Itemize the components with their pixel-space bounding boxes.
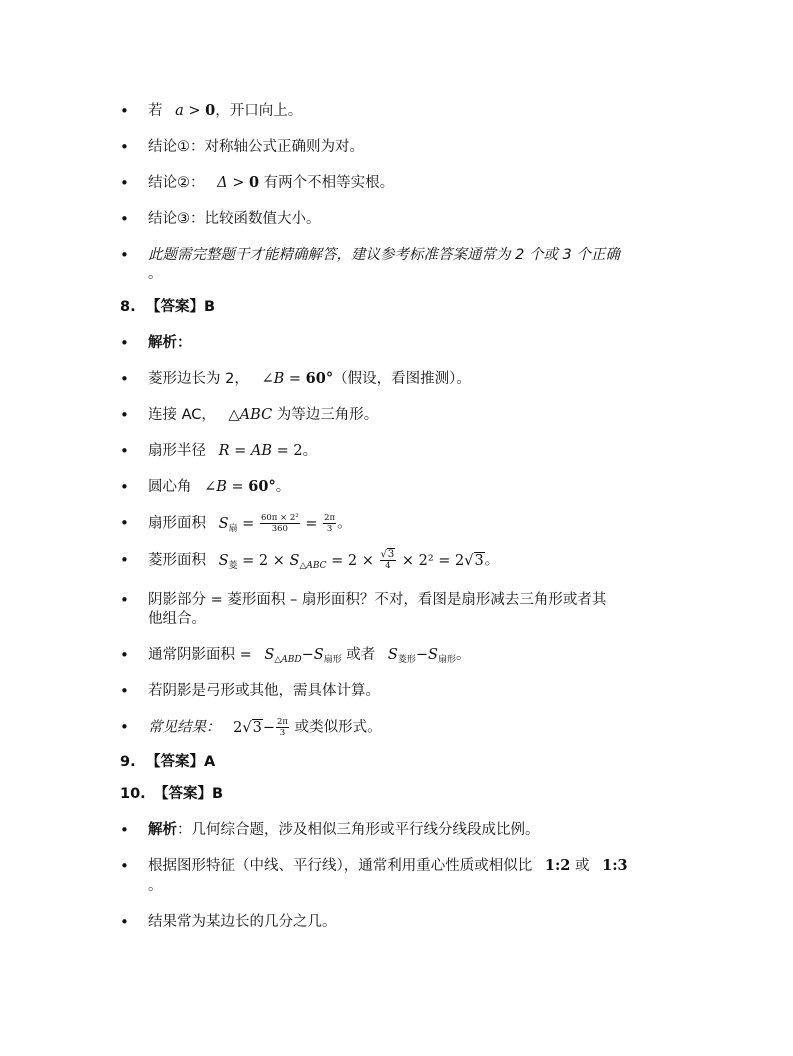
italic-note: 此题需完整题干才能精确解答，建议参考标准答案通常为 2 个或 3 个正确 <box>148 247 620 263</box>
bullet: • <box>120 913 129 931</box>
math-a-gt-0: a > 0 <box>175 102 216 119</box>
math-delta-gt-0: Δ > 0 <box>217 174 260 191</box>
bullet: • <box>120 857 129 875</box>
bullet: • <box>120 591 129 609</box>
math-radius: R = AB = 2 <box>218 443 303 459</box>
document-page: • 若 a > 0，开口向上。 • 结论①：对称轴公式正确则为对。 • 结论②： Δ > 0 有两个不相等实根。 • 结论③：比较函数值大小。 • 此题需完整题干才能精确解答，建议参考标准答案通常为 2 个或 3 个正确 。 8. 【答案】B • 解析： • 菱形边长为 2， ∠B = 60°（假设，看图推测）。 • 连接 AC， △ABC 为等边三角形。 • 扇形半径 R = AB = 2。 • 圆心角 ∠B = 60°。 • 扇形面积 $S_扇$ = $\frac{\text{60π × 2²}}{360}$ = $\frac{2\pi}{3}$ 。 • 菱形面积 $S_菱 = 2 \times S_{\triangle ABC} = 2$ × $\frac{√3}{4}$ × 2² = 2√3。 • 阴影部分 = 菱形面积 – 扇形面积？不对，看图是扇形减去三角形或者其 他组合。 • 通常阴影面积 = $S_{\triangle ABD}-S_{扇形}$ 或者 $S_{菱形}-S_{扇形}$。 • 若阴影是弓形或其他，需具体计算。 • 常见结果： 2√3− $\frac{2\pi}{3}$ 或类似形式。 9. 【答案】A 10. 【答案】B • 解析：几何综合题，涉及相似三角形或平行线分线段成比例。 • 根据图形特征（中线、平行线），通常利用重心性质或相似比 1:2 或 1:3 。 • 结果常为某边长的几分之几。 <box>0 0 793 1056</box>
bullet: • <box>120 406 129 424</box>
bullet: • <box>120 646 129 664</box>
bullet: • <box>120 821 129 839</box>
bullet: • <box>120 551 129 569</box>
math-sector-area: $S_扇$ = $\frac{\text{60π × 2²}}{360}$ = $\frac{2\pi}{3}$ <box>218 513 336 534</box>
bullet: • <box>120 210 129 228</box>
bullet: • <box>120 682 129 700</box>
ratio-1-2: 1:2 <box>544 857 571 874</box>
bullet: • <box>120 514 129 532</box>
math-rhombus-area: $S_菱 = 2 \times S_{\triangle ABC} = 2$ × $\frac{√3}{4}$ × 2² = 2√3 <box>218 549 484 571</box>
math-central-angle: ∠B = 60° <box>204 478 276 495</box>
bullet: • <box>120 478 129 496</box>
bullet: • <box>120 138 129 156</box>
math-angle-b: ∠B = 60° <box>261 370 334 387</box>
bullet: • <box>120 718 129 736</box>
math-shadow-area-1: $S_{\triangle ABD}-S_{扇形}$ <box>264 647 342 665</box>
bullet: • <box>120 102 129 120</box>
bullet: • <box>120 174 129 192</box>
bullet: • <box>120 334 129 352</box>
math-common-result: 2√3− $\frac{2\pi}{3}$ <box>233 717 288 738</box>
bullet: • <box>120 442 129 460</box>
math-shadow-area-2: $S_{菱形}-S_{扇形}$ <box>387 647 456 665</box>
bullet: • <box>120 370 129 388</box>
bullet: • <box>120 246 129 264</box>
math-triangle-abc: △ABC <box>228 407 273 423</box>
ratio-1-3: 1:3 <box>602 857 628 874</box>
